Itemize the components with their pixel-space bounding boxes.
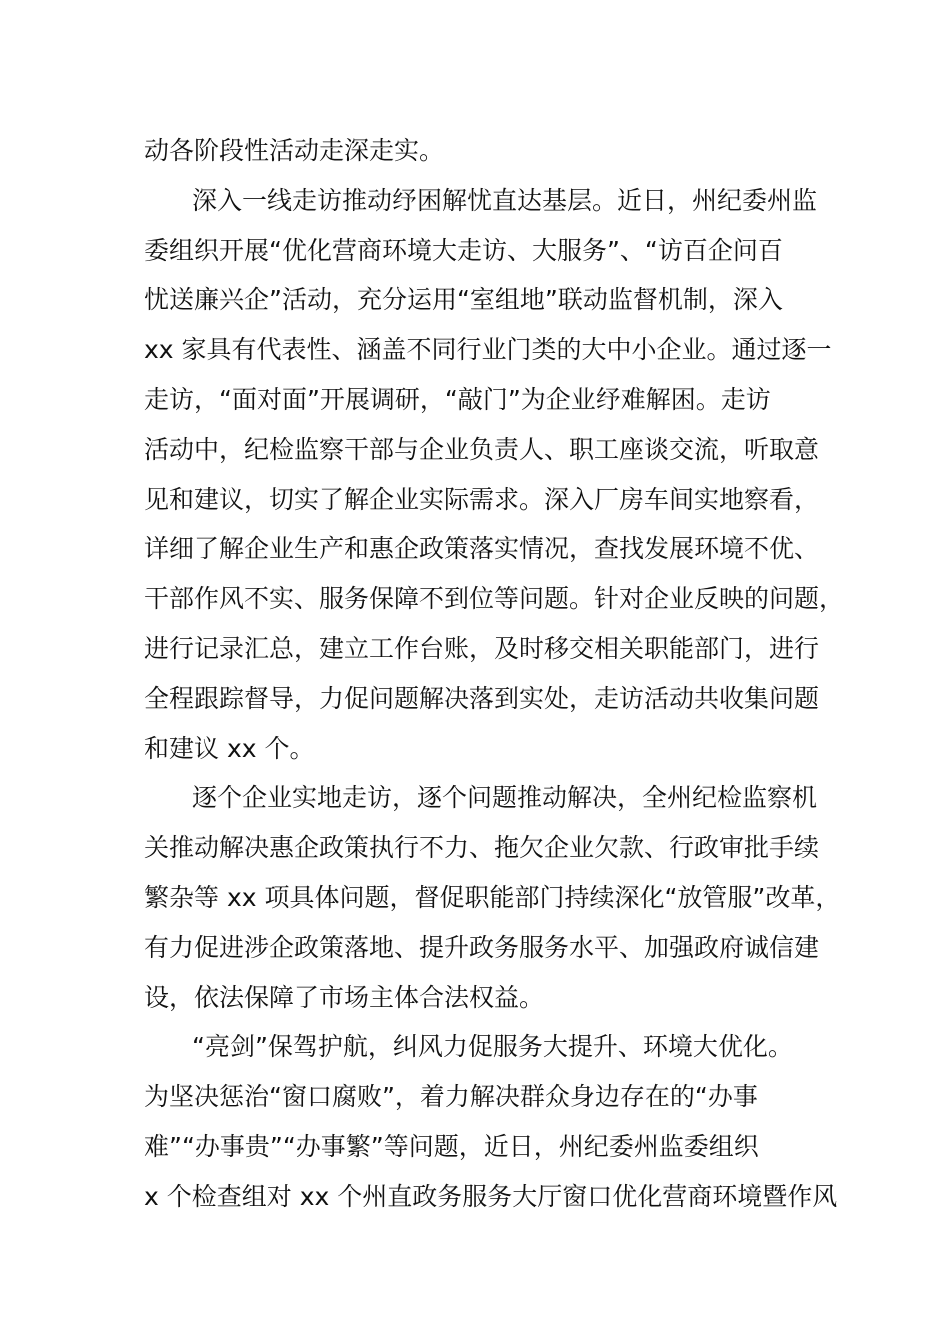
paragraph-1-line-8: 详细了解企业生产和惠企政策落实情况，查找发展环境不优、 xyxy=(144,534,820,564)
paragraph-1-line-1: 深入一线走访推动纾困解忧直达基层。近日，州纪委州监 xyxy=(192,185,818,215)
paragraph-1-line-5: 走访，“面对面”开展调研，“敲门”为企业纾难解困。走访 xyxy=(144,384,771,414)
paragraph-1-line-10: 进行记录汇总，建立工作台账，及时移交相关职能部门，进行 xyxy=(144,633,820,663)
paragraph-2-line-4: 有力促进涉企政策落地、提升政务服务水平、加强政府诚信建 xyxy=(144,932,820,962)
paragraph-1-line-9: 干部作风不实、服务保障不到位等问题。针对企业反映的问题， xyxy=(144,584,845,614)
paragraph-1-line-12: 和建议 xx 个。 xyxy=(144,733,315,763)
paragraph-3-line-2: 为坚决惩治“窗口腐败”，着力解决群众身边存在的“办事 xyxy=(144,1082,758,1112)
paragraph-1-line-11: 全程跟踪督导，力促问题解决落到实处，走访活动共收集问题 xyxy=(144,683,820,713)
paragraph-3-line-3: 难”“办事贵”“办事繁”等问题，近日，州纪委州监委组织 xyxy=(144,1131,759,1161)
paragraph-2-line-3: 繁杂等 xx 项具体问题，督促职能部门持续深化“放管服”改革， xyxy=(144,882,841,912)
paragraph-1-line-6: 活动中，纪检监察干部与企业负责人、职工座谈交流，听取意 xyxy=(144,434,820,464)
paragraph-1-line-4: xx 家具有代表性、涵盖不同行业门类的大中小企业。通过逐一 xyxy=(144,335,832,365)
document-body xyxy=(144,126,845,1222)
text-line-1: 动各阶段性活动走深走实。 xyxy=(144,136,445,165)
paragraph-3-line-1: “亮剑”保驾护航，纠风力促服务大提升、环境大优化。 xyxy=(192,1032,793,1062)
paragraph-2-line-5: 设，依法保障了市场主体合法权益。 xyxy=(144,982,545,1012)
paragraph-2-line-2: 关推动解决惠企政策执行不力、拖欠企业欠款、行政审批手续 xyxy=(144,833,820,863)
paragraph-1-line-3: 忧送廉兴企”活动，充分运用“室组地”联动监督机制，深入 xyxy=(144,285,783,315)
paragraph-2-line-1: 逐个企业实地走访，逐个问题推动解决，全州纪检监察机 xyxy=(192,783,818,813)
paragraph-3-line-4: x 个检查组对 xx 个州直政务服务大厅窗口优化营商环境暨作风 xyxy=(144,1181,838,1211)
paragraph-1-line-7: 见和建议，切实了解企业实际需求。深入厂房车间实地察看， xyxy=(144,484,820,514)
paragraph-1-line-2: 委组织开展“优化营商环境大走访、大服务”、“访百企问百 xyxy=(144,235,783,265)
